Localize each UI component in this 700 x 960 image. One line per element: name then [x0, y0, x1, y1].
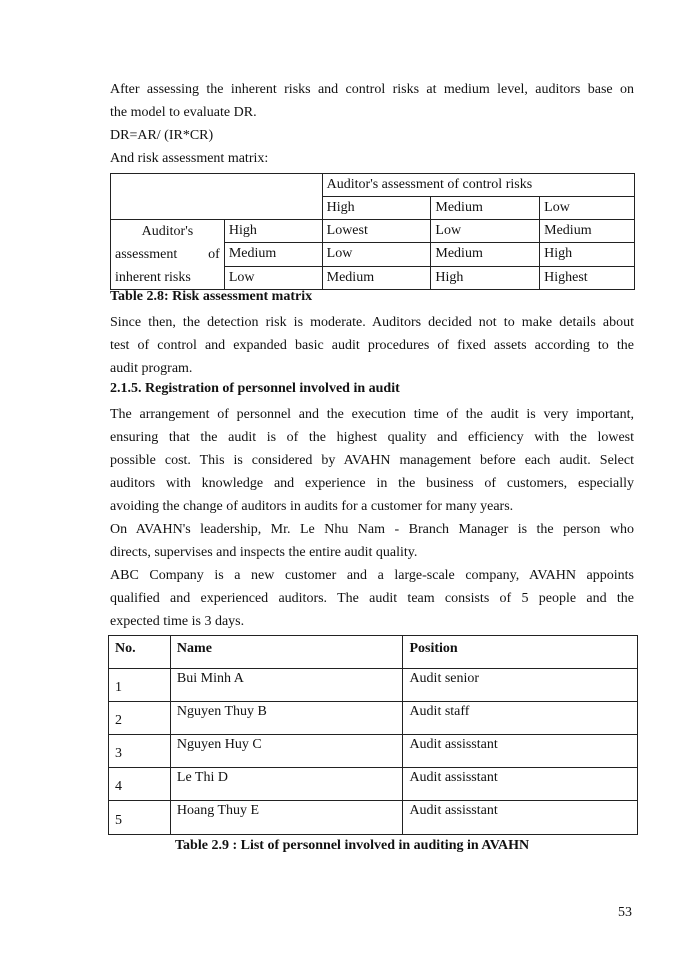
inherent-level-high: High: [224, 220, 322, 243]
row-label-word-assessment: assessment: [115, 247, 178, 262]
header-name: Name: [170, 636, 403, 669]
row-label-line-1: Auditor's: [141, 224, 194, 239]
detection-line-2: test of control and expanded basic audit procedures of fixed assets according to the: [110, 338, 634, 353]
matrix-cell: Low: [431, 220, 540, 243]
control-risk-header: Auditor's assessment of control risks: [322, 174, 634, 197]
page-number: 53: [618, 905, 632, 920]
section-heading: 2.1.5. Registration of personnel involved in audit: [110, 381, 400, 396]
inherent-level-low: Low: [224, 266, 322, 289]
row-no: 5: [109, 801, 171, 835]
intro-paragraph: [110, 78, 634, 124]
detection-line-1: Since then, the detection risk is moderate. Auditors decided not to make details about: [110, 315, 634, 330]
row-no: 1: [109, 669, 171, 702]
leadership-line-2: directs, supervises and inspects the entire audit quality.: [110, 545, 418, 560]
header-position: Position: [403, 636, 638, 669]
arrangement-line-4: auditors with knowledge and experience in the business of customers, especially: [110, 476, 634, 491]
table-2-9-caption: Table 2.9 : List of personnel involved in auditing in AVAHN: [175, 838, 530, 853]
row-position: Audit senior: [403, 669, 638, 702]
matrix-cell: Medium: [322, 266, 431, 289]
leadership-line-1: On AVAHN's leadership, Mr. Le Nhu Nam - Branch Manager is the person who: [110, 522, 634, 537]
row-position: Audit assisstant: [403, 801, 638, 835]
control-level-high: High: [322, 197, 431, 220]
risk-assessment-table: [110, 173, 635, 290]
table-2-8-caption: Table 2.8: Risk assessment matrix: [110, 289, 313, 304]
arrangement-line-5: avoiding the change of auditors in audits for a customer for many years.: [110, 499, 514, 514]
abc-line-3: expected time is 3 days.: [110, 614, 245, 629]
row-name: Nguyen Thuy B: [170, 702, 403, 735]
detection-paragraph: [110, 311, 634, 380]
abc-line-1: ABC Company is a new customer and a large-scale company, AVAHN appoints: [110, 568, 634, 583]
matrix-cell: Highest: [540, 266, 635, 289]
row-name: Nguyen Huy C: [170, 735, 403, 768]
control-level-low: Low: [540, 197, 635, 220]
leadership-paragraph: [110, 518, 634, 564]
matrix-intro: And risk assessment matrix:: [110, 151, 269, 166]
row-label-line-3: inherent risks: [115, 270, 191, 285]
formula: DR=AR/ (IR*CR): [110, 128, 214, 143]
row-no: 4: [109, 768, 171, 801]
row-position: Audit staff: [403, 702, 638, 735]
abc-line-2: qualified and experienced auditors. The audit team consists of 5 people and the: [110, 591, 634, 606]
row-label-line-2: [115, 243, 220, 266]
abc-paragraph: [110, 564, 634, 633]
row-label-word-of: of: [208, 247, 220, 262]
table-row: [109, 669, 638, 702]
table-corner-cell: [111, 174, 323, 220]
table-row: [109, 801, 638, 835]
row-name: Le Thi D: [170, 768, 403, 801]
personnel-table: [108, 635, 638, 835]
row-name: Bui Minh A: [170, 669, 403, 702]
table-row: [109, 735, 638, 768]
header-no: No.: [109, 636, 171, 669]
control-level-medium: Medium: [431, 197, 540, 220]
intro-line-2: the model to evaluate DR.: [110, 105, 257, 120]
row-no: 2: [109, 702, 171, 735]
table-row: [109, 702, 638, 735]
arrangement-paragraph: [110, 403, 634, 518]
intro-line-1: After assessing the inherent risks and control risks at medium level, auditors base on: [110, 82, 634, 97]
inherent-risk-label: [111, 220, 225, 290]
matrix-cell: High: [431, 266, 540, 289]
matrix-cell: Lowest: [322, 220, 431, 243]
matrix-cell: High: [540, 243, 635, 266]
row-name: Hoang Thuy E: [170, 801, 403, 835]
matrix-cell: Medium: [431, 243, 540, 266]
arrangement-line-3: possible cost. This is considered by AVAHN management before each audit. Select: [110, 453, 634, 468]
matrix-cell: Medium: [540, 220, 635, 243]
inherent-level-medium: Medium: [224, 243, 322, 266]
table-row: [109, 768, 638, 801]
arrangement-line-2: ensuring that the audit is of the highest quality and efficiency with the lowest: [110, 430, 634, 445]
matrix-cell: Low: [322, 243, 431, 266]
detection-line-3: audit program.: [110, 361, 193, 376]
row-no: 3: [109, 735, 171, 768]
row-position: Audit assisstant: [403, 768, 638, 801]
arrangement-line-1: The arrangement of personnel and the execution time of the audit is very important,: [110, 407, 634, 422]
row-position: Audit assisstant: [403, 735, 638, 768]
